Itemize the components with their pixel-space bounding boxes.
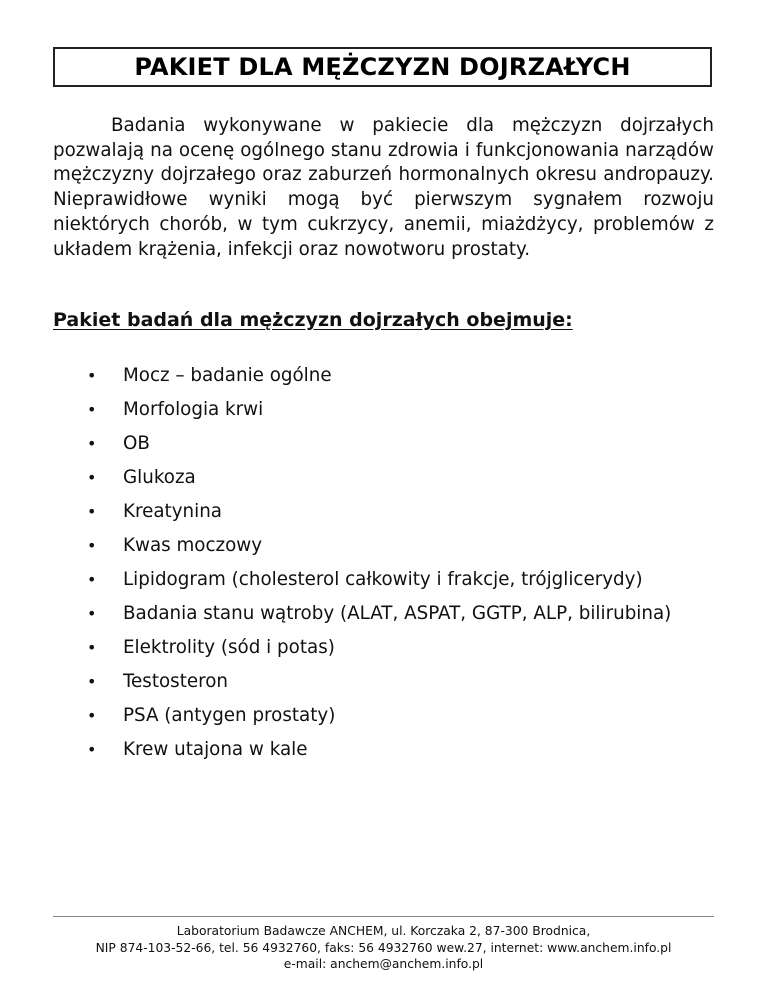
list-item-text: Glukoza <box>123 466 196 488</box>
list-item-text: Krew utajona w kale <box>123 738 308 760</box>
list-item <box>53 732 714 766</box>
bullet: • <box>87 467 97 487</box>
list-item-text: OB <box>123 432 150 454</box>
bullet: • <box>87 705 97 725</box>
list-item <box>53 392 714 426</box>
intro-paragraph: Badania wykonywane w pakiecie dla mężczyzn dojrzałych pozwalają na ocenę ogólnego stanu zdrowia i funkcjonowania narządów mężczyzny dojrzałego oraz zaburzeń hormonalnych okresu andropauzy. Nieprawidłowe wyniki mogą być pierwszym sygnałem rozwoju niektórych chorób, w tym cukrzycy, anemii, miażdżycy, problemów z układem krążenia, infekcji oraz nowotworu prostaty. <box>53 115 714 260</box>
bullet: • <box>87 739 97 759</box>
footer <box>53 916 714 973</box>
list-item-text: Lipidogram (cholesterol całkowity i frakcje, trójglicerydy) <box>123 568 643 590</box>
list-item-text: Elektrolity (sód i potas) <box>123 636 335 658</box>
bullet: • <box>87 637 97 657</box>
list-item <box>53 358 714 392</box>
list-item <box>53 596 714 630</box>
footer-address: Laboratorium Badawcze ANCHEM, ul. Korczaka 2, 87-300 Brodnica, <box>176 924 591 938</box>
list-item-text: Kreatynina <box>123 500 222 522</box>
bullet: • <box>87 365 97 385</box>
bullet: • <box>87 501 97 521</box>
bullet: • <box>87 603 97 623</box>
page-title: PAKIET DLA MĘŻCZYZN DOJRZAŁYCH <box>134 53 631 81</box>
footer-email: e-mail: anchem@anchem.info.pl <box>283 957 484 971</box>
bullet: • <box>87 569 97 589</box>
list-item <box>53 426 714 460</box>
list-item-text: Kwas moczowy <box>123 534 263 556</box>
list-item <box>53 460 714 494</box>
footer-contact: NIP 874-103-52-66, tel. 56 4932760, faks: 56 4932760 wew.27, internet: www.anchem.info.pl <box>95 940 672 955</box>
title-box <box>53 47 712 87</box>
list-item <box>53 562 714 596</box>
list-item-text: Testosteron <box>123 670 229 692</box>
list-item-text: Badania stanu wątroby (ALAT, ASPAT, GGTP, ALP, bilirubina) <box>123 602 672 624</box>
list-item <box>53 630 714 664</box>
list-item-text: Morfologia krwi <box>123 398 264 420</box>
list-item-text: PSA (antygen prostaty) <box>123 704 336 726</box>
bullet: • <box>87 399 97 419</box>
section-heading: Pakiet badań dla mężczyzn dojrzałych obejmuje: <box>53 309 573 331</box>
list-item-text: Mocz – badanie ogólne <box>123 364 332 386</box>
list-item <box>53 664 714 698</box>
bullet: • <box>87 433 97 453</box>
bullet: • <box>87 671 97 691</box>
list-item <box>53 528 714 562</box>
list-item <box>53 698 714 732</box>
list-item <box>53 494 714 528</box>
test-list <box>53 358 714 766</box>
bullet: • <box>87 535 97 555</box>
